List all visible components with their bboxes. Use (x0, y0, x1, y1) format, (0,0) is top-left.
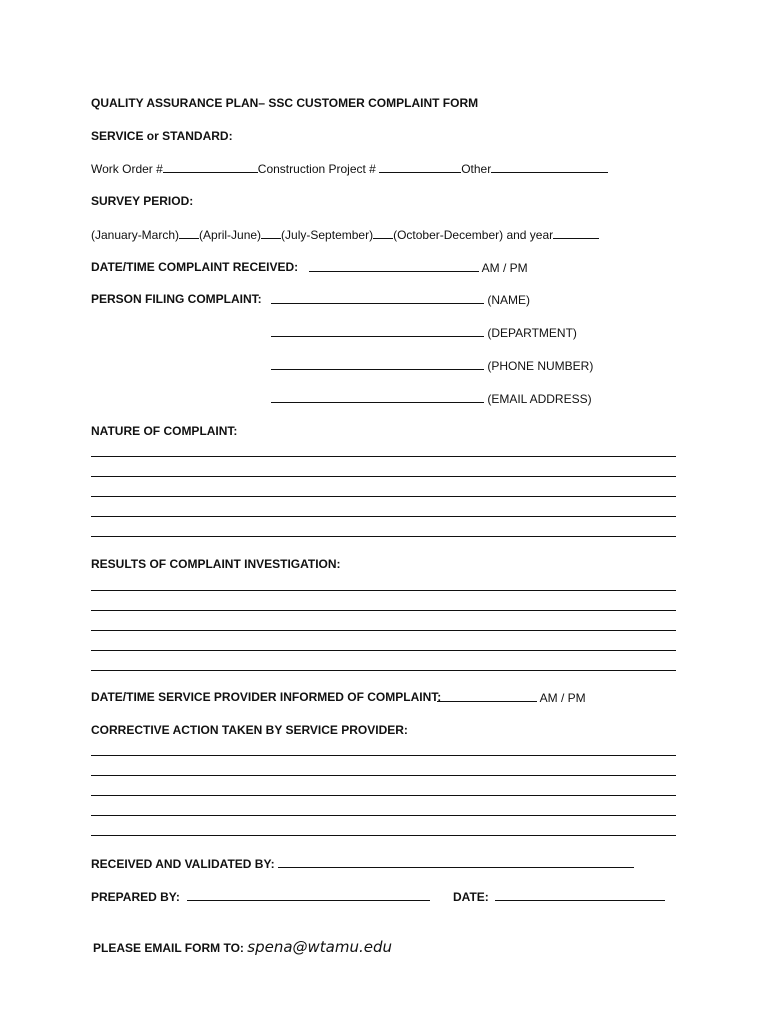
results-line[interactable] (91, 630, 676, 631)
work-order-field[interactable] (163, 161, 258, 173)
nature-line[interactable] (91, 516, 676, 517)
results-line[interactable] (91, 650, 676, 651)
prepared-by-label: PREPARED BY: (91, 890, 180, 904)
datetime-received-row (309, 260, 528, 275)
survey-period-row (91, 227, 599, 242)
date-row (453, 889, 665, 904)
email-form-label: PLEASE EMAIL FORM TO: (93, 941, 244, 955)
q1-field[interactable] (179, 227, 199, 239)
other-field[interactable] (491, 161, 608, 173)
informed-datetime-field[interactable] (437, 690, 537, 702)
received-validated-label: RECEIVED AND VALIDATED BY: (91, 857, 275, 871)
q1-label: (January-March) (91, 228, 180, 242)
informed-row (437, 690, 586, 705)
received-validated-field[interactable] (278, 856, 634, 868)
other-label: Other (461, 162, 492, 176)
results-line[interactable] (91, 610, 676, 611)
datetime-received-label: DATE/TIME COMPLAINT RECEIVED: (91, 260, 299, 274)
construction-project-field[interactable] (379, 161, 461, 173)
phone-label: (PHONE NUMBER) (487, 359, 594, 373)
nature-label: NATURE OF COMPLAINT: (91, 424, 238, 438)
am-pm-label-2: AM / PM (539, 691, 586, 705)
q3-label: (July-September) (281, 228, 374, 242)
informed-label: DATE/TIME SERVICE PROVIDER INFORMED OF COMPLAINT: (91, 690, 442, 704)
name-row (271, 292, 530, 307)
corrective-line[interactable] (91, 835, 676, 836)
phone-row (271, 358, 593, 373)
department-row (271, 325, 577, 340)
construction-project-label: Construction Project # (257, 162, 376, 176)
department-field[interactable] (271, 325, 484, 337)
name-label: (NAME) (487, 293, 531, 307)
nature-line[interactable] (91, 476, 676, 477)
name-field[interactable] (271, 292, 484, 304)
email-field[interactable] (271, 391, 484, 403)
datetime-received-field[interactable] (309, 260, 479, 272)
phone-field[interactable] (271, 358, 484, 370)
email-form-row (93, 938, 392, 957)
results-label: RESULTS OF COMPLAINT INVESTIGATION: (91, 557, 341, 571)
department-label: (DEPARTMENT) (487, 326, 577, 340)
corrective-line[interactable] (91, 815, 676, 816)
email-address-label: (EMAIL ADDRESS) (487, 392, 592, 406)
year-field[interactable] (553, 227, 599, 239)
results-line[interactable] (91, 670, 676, 671)
q3-field[interactable] (373, 227, 393, 239)
prepared-by-row (91, 889, 430, 904)
q4-label: (October-December) and year (393, 228, 554, 242)
date-field[interactable] (495, 889, 665, 901)
nature-line[interactable] (91, 536, 676, 537)
corrective-line[interactable] (91, 775, 676, 776)
form-title: QUALITY ASSURANCE PLAN– SSC CUSTOMER COMPLAINT FORM (91, 96, 479, 110)
service-standard-label: SERVICE or STANDARD: (91, 129, 233, 143)
service-row (91, 161, 608, 176)
results-line[interactable] (91, 590, 676, 591)
corrective-line[interactable] (91, 755, 676, 756)
nature-line[interactable] (91, 456, 676, 457)
survey-period-label: SURVEY PERIOD: (91, 194, 194, 208)
am-pm-label: AM / PM (481, 261, 528, 275)
received-validated-row (91, 856, 634, 871)
q2-field[interactable] (261, 227, 281, 239)
prepared-by-field[interactable] (187, 889, 430, 901)
person-filing-label: PERSON FILING COMPLAINT: (91, 292, 262, 306)
nature-line[interactable] (91, 496, 676, 497)
date-label: DATE: (453, 890, 489, 904)
corrective-line[interactable] (91, 795, 676, 796)
q2-label: (April-June) (199, 228, 262, 242)
corrective-label: CORRECTIVE ACTION TAKEN BY SERVICE PROVIDER: (91, 723, 408, 737)
email-address-link[interactable]: spena@wtamu.edu (247, 938, 392, 956)
work-order-label: Work Order # (91, 162, 163, 176)
email-row (271, 391, 592, 406)
